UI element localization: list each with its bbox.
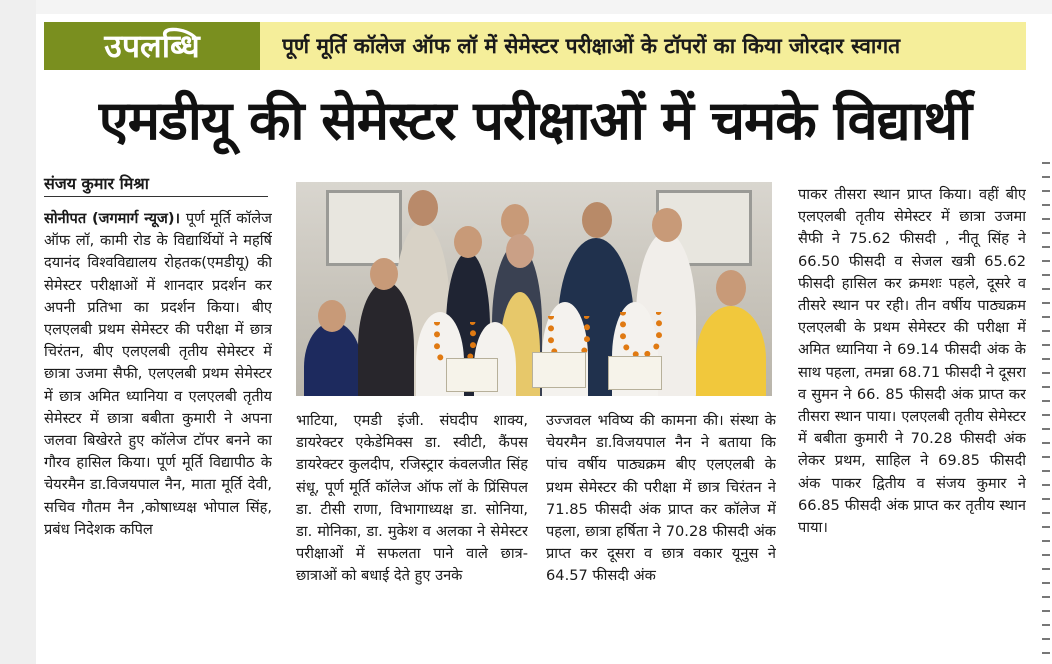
article-column-1 — [44, 208, 272, 656]
certificate — [608, 356, 662, 390]
column-1-text: पूर्ण मूर्ति कॉलेज ऑफ लॉ, कामी रोड के विद्यार्थियों ने महर्षि दयानंद विश्वविद्यालय रोहतक(एमडीयू) की सेमेस्टर परीक्षाओं में शानदार प्रदर्शन कर अपनी प्रतिभा का प्रदर्शन किया। बीए एलएलबी प्रथम सेमेस्टर की परीक्षा में छात्र चिरंतन, बीए एलएलबी तृतीय सेमेस्टर में छात्रा उजमा सैफी, एलएलबी प्रथम सेमेस्टर में छात्र अमित ध्यानिया व एलएलबी तृतीय सेमेस्टर में छात्रा बबीता कुमारी ने अपना जलवा बिखेरते हुए कॉलेज टॉपर बनने का गौरव हासिल किया। पूर्ण मूर्ति विद्यापीठ के चेयरमैन डा.विजयपाल नैन, माता मूर्ति देवी, सचिव गौतम नैन ,कोषाध्यक्ष भोपाल सिंह, प्रबंध निदेशक कपिल — [44, 210, 272, 538]
section-kicker: उपलब्धि — [44, 22, 260, 70]
article-column-4: पाकर तीसरा स्थान प्राप्त किया। वहीं बीए एलएलबी तृतीय सेमेस्टर में छात्रा उजमा सैफी ने 75.62 फीसदी , नीतू सिंह ने 66.50 फीसदी व सेजल खत्री 65.62 फीसदी हासिल कर क्रमशः पहले, दूसरे व तीसरे स्थान पर रही। तीन वर्षीय पाठ्यक्रम एलएलबी के प्रथम सेमेस्टर की परीक्षा में अमित ध्यानिया ने 69.14 फीसदी अंक के साथ पहला, तमन्ना 68.71 फीसदी ने दूसरा व सुमन ने 66. 85 फीसदी अंक प्राप्त कर तीसरा स्थान पाया। एलएलबी तृतीय सेमेस्टर में बबीता कुमारी ने 70.28 फीसदी अंक लेकर प्रथम, साहिल ने 69.85 फीसदी अंक पाकर द्वितीय व संजय कुमार ने 66.85 फीसदी अंक प्राप्त कर तृतीय स्थान पाया। — [798, 186, 1026, 537]
page-margin-top — [36, 0, 1052, 14]
byline: संजय कुमार मिश्रा — [44, 172, 268, 197]
page-margin-left — [0, 0, 36, 664]
group-photo — [296, 182, 772, 396]
headline: एमडीयू की सेमेस्टर परीक्षाओं में चमके विद्यार्थी — [98, 89, 972, 152]
photo-window-left — [326, 190, 402, 266]
subheadline: पूर्ण मूर्ति कॉलेज ऑफ लॉ में सेमेस्टर परीक्षाओं के टॉपरों का किया जोरदार स्वागत — [282, 34, 901, 58]
adjacent-page-edge — [1040, 150, 1052, 660]
certificate — [446, 358, 498, 392]
article-column-3: उज्जवल भविष्य की कामना की। संस्था के चेयरमैन डा.विजयपाल नैन ने बताया कि पांच वर्षीय पाठ्यक्रम बीए एलएलबी के प्रथम सेमेस्टर की परीक्षा में छात्र चिरंतन ने 71.85 फीसदी अंक प्राप्त कर कॉलेज में पहला, छात्रा हर्षिता ने 70.28 फीसदी अंक प्राप्त कर दूसरा व छात्र वकार यूनुस ने 64.57 फीसदी अंक — [546, 412, 776, 585]
article-column-2: भाटिया, एमडी इंजी. संघदीप शाक्य, डायरेक्टर एकेडेमिक्स डा. स्वीटी, कैंपस डायरेक्टर कुलदीप, रजिस्ट्रार कंवलजीत सिंह संधू, पूर्ण मूर्ति कॉलेज ऑफ लॉ के प्रिंसिपल डा. टीसी राणा, विभागाध्यक्ष डा. सोनिया, डा. मोनिका, डा. मुकेश व अलका ने सेमेस्टर परीक्षाओं में सफलता पाने वाले छात्र-छात्राओं को बधाई देते हुए उनके — [296, 412, 528, 585]
dateline: सोनीपत (जगमार्ग न्यूज)। — [44, 210, 186, 227]
certificate — [532, 352, 586, 388]
